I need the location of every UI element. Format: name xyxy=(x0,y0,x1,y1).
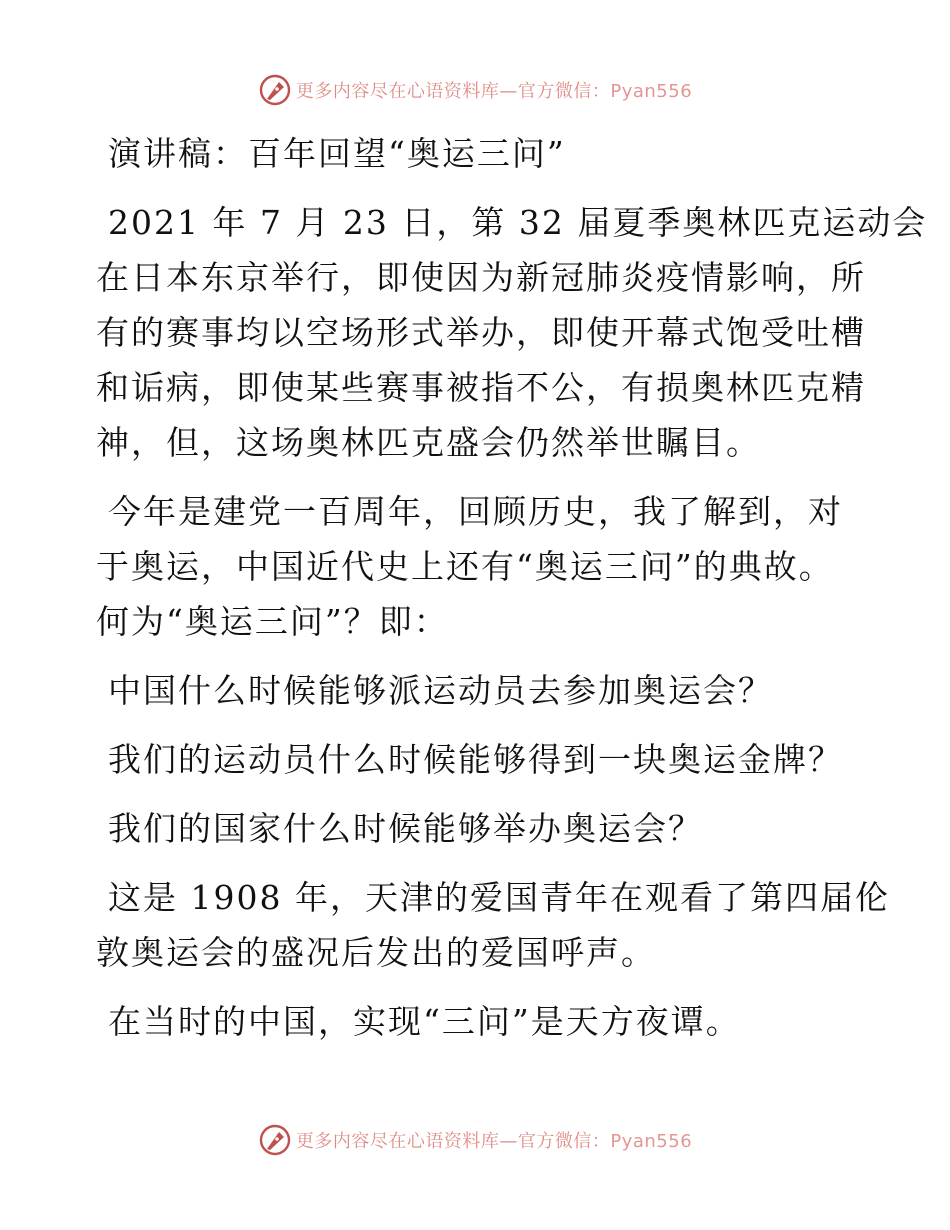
question-line: 我们的国家什么时候能够举办奥运会？ xyxy=(108,809,703,848)
pen-nib-logo-icon xyxy=(258,1123,292,1157)
watermark-label: 更多内容尽在心语资料库—官方微信： xyxy=(295,1131,611,1152)
paragraph-2 xyxy=(96,484,856,649)
watermark-wechat-id: Pyan556 xyxy=(610,1131,693,1152)
paragraph-line: 今年是建党一百周年，回顾历史，我了解到，对 xyxy=(108,492,843,531)
watermark-footer xyxy=(0,1120,950,1160)
paragraph-line: 2021 年 7 月 23 日，第 32 届夏季奥林匹克运动会 xyxy=(108,203,928,242)
paragraph-6 xyxy=(96,870,890,980)
paragraph-3 xyxy=(96,663,856,718)
paragraph-line: 于奥运，中国近代史上还有“奥运三问”的典故。 xyxy=(96,547,834,586)
question-line: 中国什么时候能够派运动员去参加奥运会？ xyxy=(108,671,773,710)
document-title: 演讲稿：百年回望“奥运三问” xyxy=(108,134,566,173)
paragraph-line: 在日本东京举行，即使因为新冠肺炎疫情影响，所 xyxy=(96,258,866,297)
question-line: 我们的运动员什么时候能够得到一块奥运金牌？ xyxy=(108,740,843,779)
watermark-header xyxy=(0,70,950,110)
paragraph-line: 何为“奥运三问”？即： xyxy=(96,602,449,641)
paragraph-1 xyxy=(96,195,928,470)
watermark-label: 更多内容尽在心语资料库—官方微信： xyxy=(295,81,611,102)
paragraph-line: 敦奥运会的盛况后发出的爱国呼声。 xyxy=(96,933,656,972)
paragraph-line: 在当时的中国，实现“三问”是天方夜谭。 xyxy=(108,1002,741,1041)
paragraph-line: 这是 1908 年，天津的爱国青年在观看了第四届伦 xyxy=(108,878,890,917)
paragraph-line: 神，但，这场奥林匹克盛会仍然举世瞩目。 xyxy=(96,423,761,462)
paragraph-5 xyxy=(96,801,856,856)
watermark-wechat-id: Pyan556 xyxy=(610,81,693,102)
paragraph-7 xyxy=(96,994,856,1049)
watermark-text xyxy=(296,77,692,103)
pen-nib-logo-icon xyxy=(258,73,292,107)
watermark-text xyxy=(296,1127,692,1153)
document-body xyxy=(96,126,928,1049)
paragraph-line: 和诟病，即使某些赛事被指不公，有损奥林匹克精 xyxy=(96,368,866,407)
paragraph-line: 有的赛事均以空场形式举办，即使开幕式饱受吐槽 xyxy=(96,313,866,352)
paragraph-4 xyxy=(96,732,856,787)
